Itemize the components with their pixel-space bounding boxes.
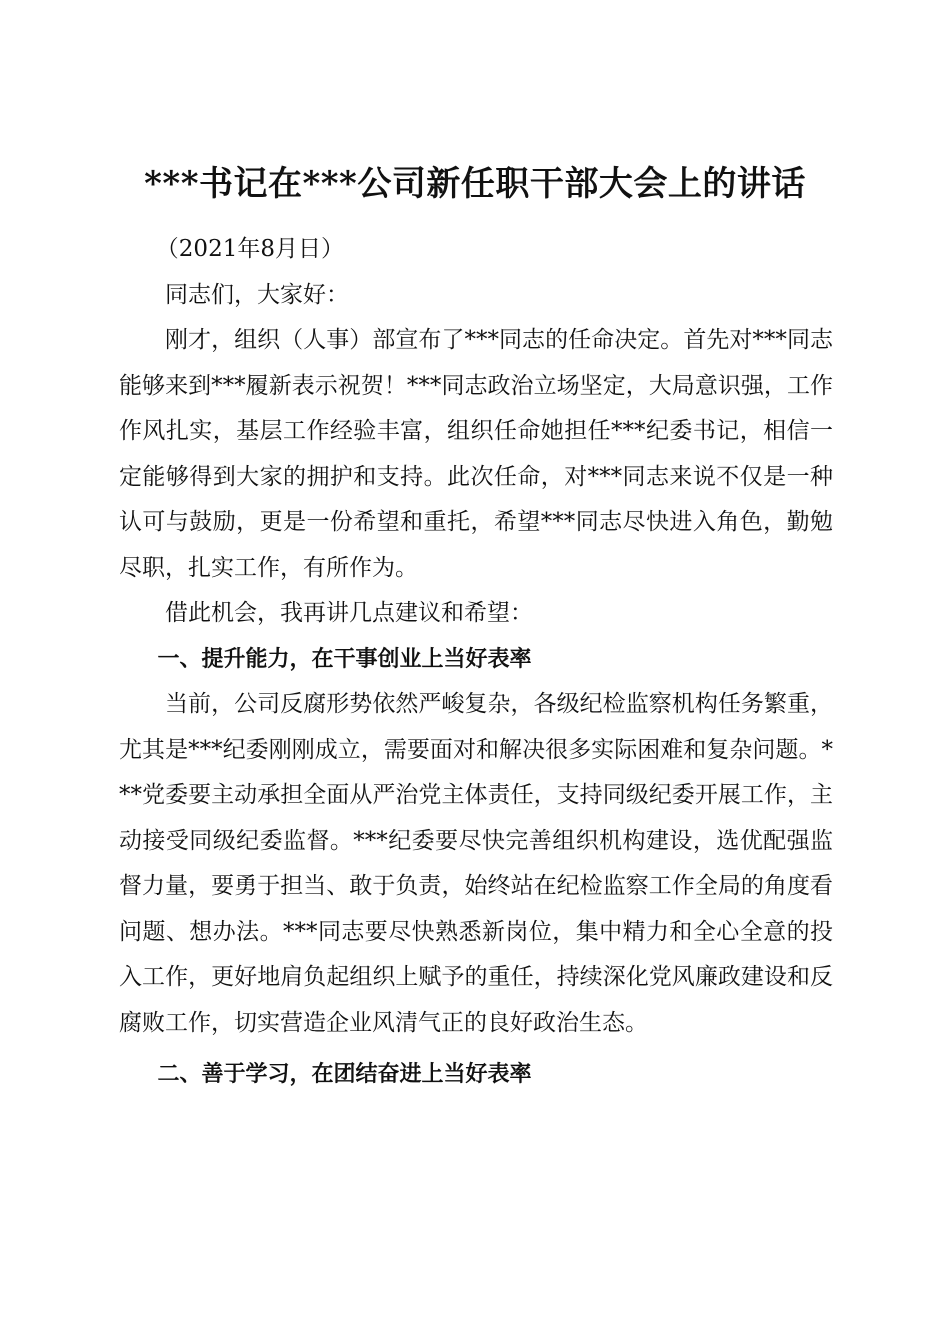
section-heading-2: 二、善于学习，在团结奋进上当好表率 xyxy=(157,1062,532,1087)
speech-date: （2021年8月日） xyxy=(155,236,344,262)
paragraph-section-1: 当前，公司反腐形势依然严峻复杂，各级纪检监察机构任务繁重，尤其是***纪委刚刚成立，需要面对和解决很多实际困难和复杂问题。***党委要主动承担全面从严治党主体责任，支持同级纪委开展工作，主动接受同级纪委监督。***纪委要尽快完善组织机构建设，选优配强监督力量，要勇于担当、敢于负责，始终站在纪检监察工作全局的角度看问题、想办法。***同志要尽快熟悉新岗位，集中精力和全心全意的投入工作，更好地肩负起组织上赋予的重任，持续深化党风廉政建设和反腐败工作，切实营造企业风清气正的良好政治生态。 xyxy=(119,691,833,1036)
speech-title: ***书记在***公司新任职干部大会上的讲话 xyxy=(144,163,806,204)
speech-body xyxy=(119,227,833,1098)
section-heading-1: 一、提升能力，在干事创业上当好表率 xyxy=(157,646,532,672)
paragraph-appointment: 刚才，组织（人事）部宣布了***同志的任命决定。首先对***同志能够来到***履新表示祝贺！***同志政治立场坚定，大局意识强，工作作风扎实，基层工作经验丰富，组织任命她担任***纪委书记，相信一定能够得到大家的拥护和支持。此次任命，对***同志来说不仅是一种认可与鼓励，更是一份希望和重托，希望***同志尽快进入角色，勤勉尽职，扎实工作，有所作为。 xyxy=(119,327,833,581)
paragraph-suggestions-intro: 借此机会，我再讲几点建议和希望： xyxy=(165,600,533,626)
greeting: 同志们，大家好： xyxy=(165,281,349,308)
